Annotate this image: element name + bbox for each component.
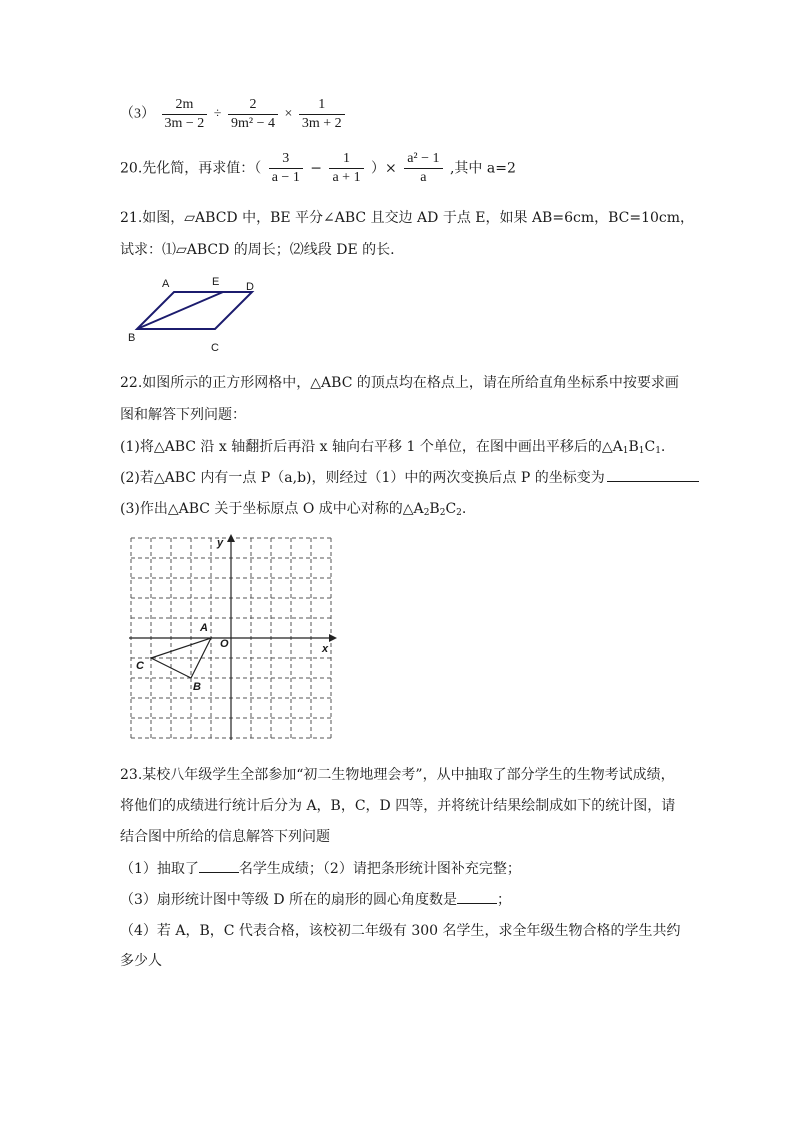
vertex-label-d: D <box>246 281 254 293</box>
numerator: 1 <box>329 150 363 169</box>
numerator: 2 <box>228 96 278 115</box>
answer-blank[interactable] <box>607 467 699 482</box>
point-label-e: E <box>212 276 220 288</box>
vertex-label-a: A <box>162 278 170 290</box>
minus-sign: − <box>310 160 323 177</box>
numerator: 2m <box>162 96 208 115</box>
q19-part3-label: （3） <box>120 106 155 122</box>
q22-line2: 图和解答下列问题： <box>120 407 246 423</box>
divide-sign: ÷ <box>213 106 222 122</box>
text: （1）抽取了 <box>120 861 199 877</box>
denominator: 9m² − 4 <box>230 116 275 131</box>
q20 <box>120 150 516 187</box>
answer-blank[interactable] <box>199 858 239 873</box>
numerator: a² − 1 <box>404 150 442 169</box>
multiply-sign: × <box>284 106 293 122</box>
subscript: 2 <box>439 508 446 518</box>
text: C <box>445 501 457 517</box>
fraction-1 <box>269 150 303 187</box>
denominator: a + 1 <box>332 170 361 185</box>
subscript: 2 <box>456 508 462 518</box>
q22-line1: 22.如图所示的正方形网格中，△ABC 的顶点均在格点上，请在所给直角坐标系中按要求画 <box>120 375 679 391</box>
q21-line1: 21.如图，▱ABCD 中，BE 平分∠ABC 且交边 AD 于点 E，如果 AB=6cm，BC=10cm， <box>120 210 695 226</box>
q20-suffix: ,其中 a=2 <box>449 160 516 177</box>
denominator: 3m − 2 <box>164 116 205 131</box>
text: C <box>644 439 656 455</box>
text: （3）扇形统计图中等级 D 所在的扇形的圆心角度数是 <box>120 892 458 908</box>
q19-part3 <box>120 96 348 133</box>
q20-mid: ）× <box>371 160 397 177</box>
vertex-label-b: B <box>193 681 201 693</box>
q23-line7: 多少人 <box>120 953 162 969</box>
text: (1)将△ABC 沿 x 轴翻折后再沿 x 轴向右平移 1 个单位，在图中画出平移后的△A <box>120 439 623 455</box>
fraction-1 <box>162 96 208 133</box>
q23-line5 <box>120 889 511 909</box>
q21-line2: 试求：⑴▱ABCD 的周长；⑵线段 DE 的长. <box>120 242 395 258</box>
subscript: 1 <box>638 446 645 456</box>
origin-label: O <box>220 638 229 650</box>
q20-prefix: 20.先化简，再求值：（ <box>120 160 262 177</box>
vertex-label-c: C <box>136 660 144 672</box>
segment-be <box>137 292 223 329</box>
denominator: 3m + 2 <box>301 116 342 131</box>
subscript: 1 <box>655 446 661 456</box>
q22-line4 <box>120 467 699 487</box>
subscript: 2 <box>423 508 430 518</box>
text: B <box>429 501 440 517</box>
numerator: 1 <box>299 96 345 115</box>
text: (2)若△ABC 内有一点 P（a,b)，则经过（1）中的两次变换后点 P 的坐标变为 <box>120 470 605 486</box>
y-axis-label: y <box>217 537 224 549</box>
q23-line2: 将他们的成绩进行统计后分为 A，B，C，D 四等，并将统计结果绘制成如下的统计图，请 <box>120 798 676 814</box>
fraction-3 <box>299 96 345 133</box>
parallelogram-figure <box>125 274 275 354</box>
fraction-3 <box>404 150 442 187</box>
q22-line3 <box>120 436 665 456</box>
subscript: 1 <box>622 446 629 456</box>
vertex-label-a: A <box>200 622 208 634</box>
vertex-label-b: B <box>128 332 136 344</box>
text: 名学生成绩；（2）请把条形统计图补充完整； <box>238 861 521 877</box>
denominator: a <box>420 170 427 185</box>
numerator: 3 <box>269 150 303 169</box>
q23-line6: （4）若 A，B，C 代表合格，该校初二年级有 300 名学生，求全年级生物合格的学生共约 <box>120 923 681 939</box>
text: . <box>660 439 666 455</box>
text: . <box>461 501 467 517</box>
x-axis-arrow <box>329 634 337 642</box>
y-axis-arrow <box>227 534 235 542</box>
text: ； <box>497 892 512 908</box>
parallelogram-abcd <box>137 292 252 329</box>
text: B <box>628 439 639 455</box>
answer-blank[interactable] <box>457 889 497 904</box>
q23-line4 <box>120 858 521 878</box>
x-axis-label: x <box>322 643 329 655</box>
denominator: a − 1 <box>271 170 300 185</box>
fraction-2 <box>329 150 363 187</box>
q22-line5 <box>120 498 466 518</box>
coordinate-grid-figure[interactable] <box>125 532 345 747</box>
q23-line1: 23.某校八年级学生全部参加“初二生物地理会考”，从中抽取了部分学生的生物考试成绩， <box>120 767 675 783</box>
vertex-label-c: C <box>211 342 219 354</box>
text: (3)作出△ABC 关于坐标原点 O 成中心对称的△A <box>120 501 424 517</box>
q23-line3: 结合图中所给的信息解答下列问题 <box>120 829 330 845</box>
fraction-2 <box>228 96 278 133</box>
